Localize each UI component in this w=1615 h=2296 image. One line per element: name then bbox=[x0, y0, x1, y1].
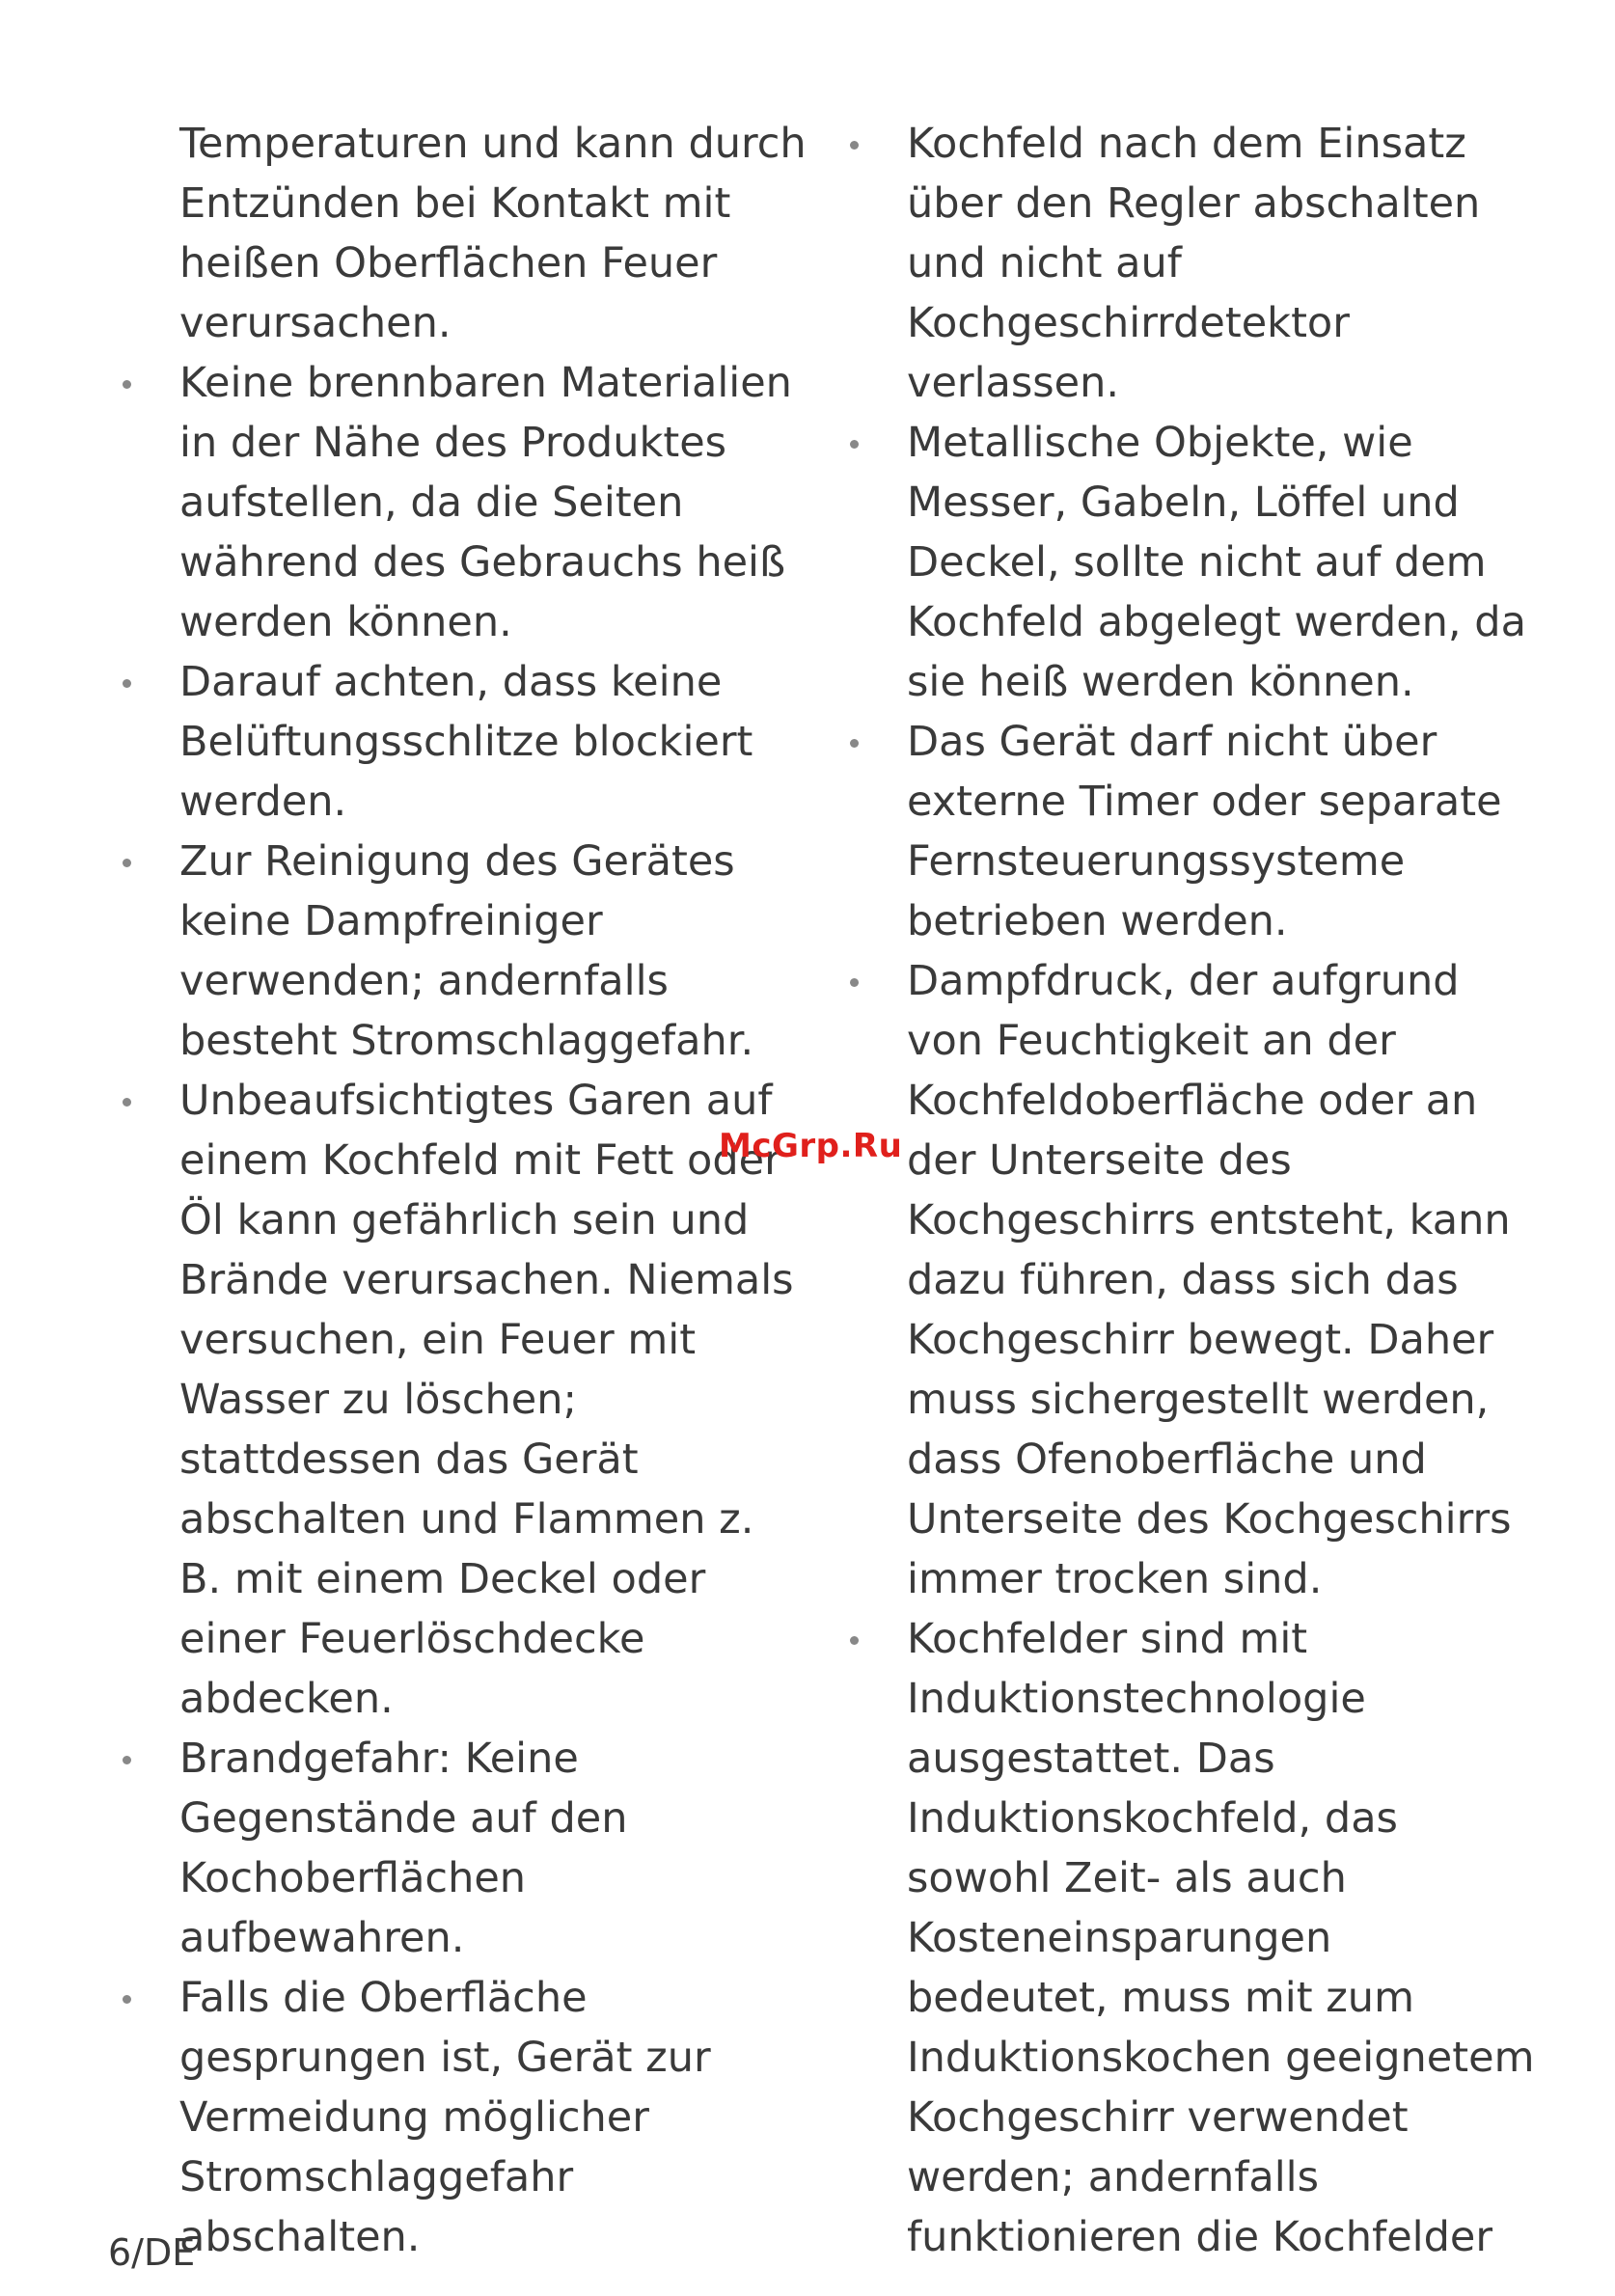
bullet-item: Metallische Objekte, wie Messer, Gabeln, Löffel und Deckel, sollte nicht auf dem Kochfeld abgelegt werden, da sie heiß werden können. bbox=[847, 413, 1538, 712]
bullet-item: Kochfelder sind mit Induktionstechnologie ausgestattet. Das Induktionskochfeld, das sowohl Zeit- als auch Kosteneinsparungen bedeutet, muss mit zum Induktionskochen geeignetem Kochgeschirr verwendet werden; andernfalls funktionieren die Kochfelder bbox=[847, 1609, 1538, 2267]
bullet-item: Kochfeld nach dem Einsatz über den Regler abschalten und nicht auf Kochgeschirrdetektor verlassen. bbox=[847, 114, 1538, 413]
right-column bbox=[847, 114, 1538, 2267]
bullet-item: Darauf achten, dass keine Belüftungsschlitze blockiert werden. bbox=[120, 652, 807, 832]
bullet-item: Dampfdruck, der aufgrund von Feuchtigkeit an der Kochfeldoberfläche oder an der Unterseite des Kochgeschirrs entsteht, kann dazu führen, dass sich das Kochgeschirr bewegt. Daher muss sichergestellt werden, dass Ofenoberfläche und Unterseite des Kochgeschirrs immer trocken sind. bbox=[847, 951, 1538, 1609]
bullet-item: Das Gerät darf nicht über externe Timer oder separate Fernsteuerungssysteme betrieben werden. bbox=[847, 712, 1538, 951]
page-number: 6/DE bbox=[108, 2231, 196, 2274]
bullet-item: Keine brennbaren Materialien in der Nähe des Produktes aufstellen, da die Seiten während des Gebrauchs heiß werden können. bbox=[120, 353, 807, 652]
bullet-item: Falls die Oberfläche gesprungen ist, Gerät zur Vermeidung möglicher Stromschlaggefahr abschalten. bbox=[120, 1968, 807, 2267]
bullet-item: Zur Reinigung des Gerätes keine Dampfreiniger verwenden; andernfalls besteht Stromschlaggefahr. bbox=[120, 832, 807, 1071]
bullet-item: Unbeaufsichtigtes Garen auf einem Kochfeld mit Fett oder Öl kann gefährlich sein und Brände verursachen. Niemals versuchen, ein Feuer mit Wasser zu löschen; stattdessen das Gerät abschalten und Flammen z. B. mit einem Deckel oder einer Feuerlöschdecke abdecken. bbox=[120, 1071, 807, 1729]
continued-paragraph: Temperaturen und kann durch Entzünden bei Kontakt mit heißen Oberflächen Feuer verursachen. bbox=[179, 120, 807, 347]
left-column bbox=[120, 114, 807, 2267]
watermark: McGrp.Ru bbox=[719, 1127, 903, 1165]
bullet-item: Brandgefahr: Keine Gegenstände auf den Kochoberflächen aufbewahren. bbox=[120, 1729, 807, 1968]
